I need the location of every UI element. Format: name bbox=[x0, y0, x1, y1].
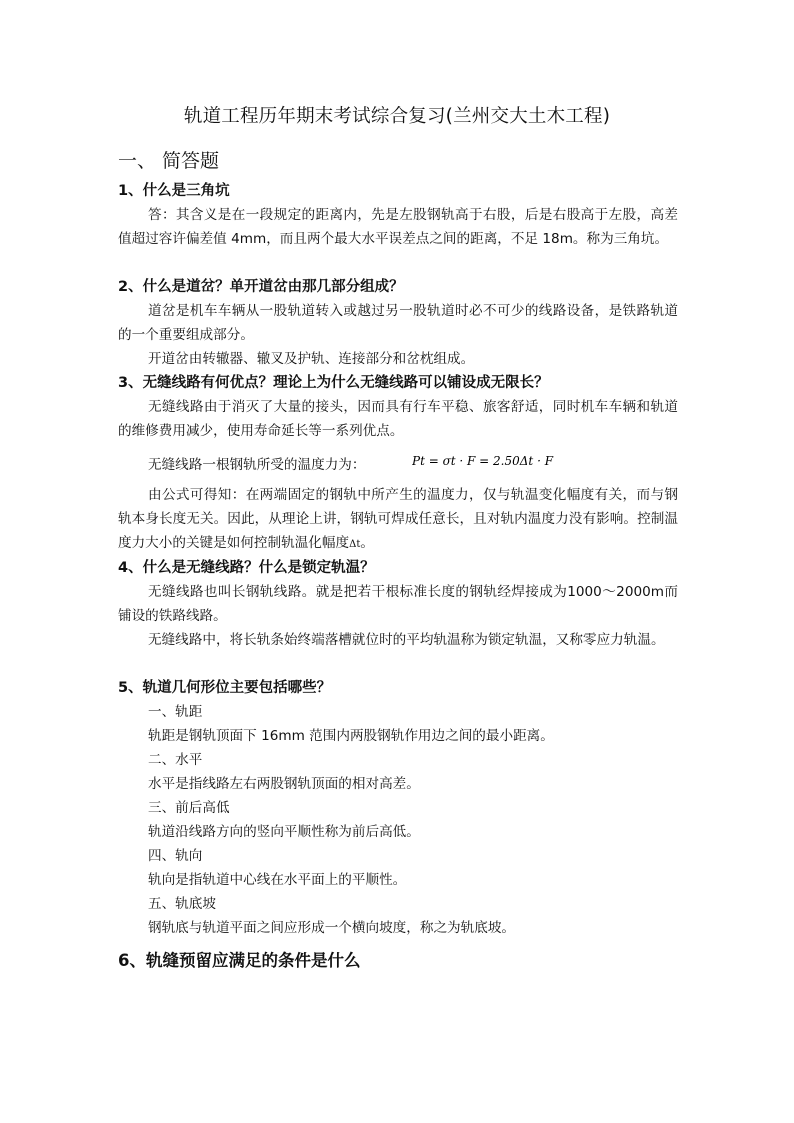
question-3: 3、无缝线路有何优点？理论上为什么无缝线路可以铺设成无限长？ bbox=[118, 375, 549, 391]
answer-4-paragraph-2: 无缝线路中，将长轨条始终端落槽就位时的平均轨温称为锁定轨温，又称零应力轨温。 bbox=[148, 632, 665, 648]
answer-3-paragraph-2 bbox=[118, 483, 678, 557]
question-6: 6、轨缝预留应满足的条件是什么 bbox=[118, 951, 361, 970]
answer-2-paragraph-2: 开道岔由转辙器、辙叉及护轨、连接部分和岔枕组成。 bbox=[148, 351, 475, 367]
geometry-item-heading: 一、轨距 bbox=[148, 704, 203, 720]
answer-3-paragraph-2-text: 由公式可得知：在两端固定的钢轨中所产生的温度力，仅与轨温变化幅度有关，而与钢轨本身长度无关。因此，从理论上讲，钢轨可焊成任意长，且对轨内温度力没有影响。控制温度力大小的关键是如何控制轨温化幅度 bbox=[118, 487, 678, 551]
geometry-item-text: 钢轨底与轨道平面之间应形成一个横向坡度，称之为轨底坡。 bbox=[148, 920, 516, 936]
document-title: 轨道工程历年期末考试综合复习(兰州交大土木工程) bbox=[183, 106, 611, 127]
geometry-item-text: 水平是指线路左右两股钢轨顶面的相对高差。 bbox=[148, 776, 420, 792]
question-5: 5、轨道几何形位主要包括哪些？ bbox=[118, 680, 332, 696]
geometry-item-text: 轨道沿线路方向的竖向平顺性称为前后高低。 bbox=[148, 824, 420, 840]
temperature-force-formula bbox=[412, 450, 562, 472]
answer-3-paragraph-1: 无缝线路由于消灭了大量的接头，因而具有行车平稳、旅客舒适，同时机车车辆和轨道的维修费用减少，使用寿命延长等一系列优点。 bbox=[118, 399, 678, 439]
answer-2-paragraph-1: 道岔是机车车辆从一股轨道转入或越过另一股轨道时必不可少的线路设备，是铁路轨道的一个重要组成部分。 bbox=[118, 303, 678, 343]
geometry-item-heading: 四、轨向 bbox=[148, 848, 203, 864]
geometry-item-heading: 三、前后高低 bbox=[148, 800, 230, 816]
question-2: 2、什么是道岔？单开道岔由那几部分组成？ bbox=[118, 279, 404, 295]
geometry-item-text: 轨向是指轨道中心线在水平面上的平顺性。 bbox=[148, 872, 407, 888]
formula-text: Pt = σt · F = 2.50Δt · F bbox=[412, 454, 554, 468]
geometry-item-text: 轨距是钢轨顶面下 16mm 范围内两股钢轨作用边之间的最小距离。 bbox=[148, 728, 554, 744]
answer-3-paragraph-2-end: 。 bbox=[360, 535, 374, 551]
geometry-item-heading: 五、轨底坡 bbox=[148, 896, 216, 912]
geometry-item-heading: 二、水平 bbox=[148, 752, 203, 768]
section-heading: 一、 简答题 bbox=[118, 150, 220, 172]
delta-t-symbol: Δt bbox=[349, 539, 361, 550]
question-4: 4、什么是无缝线路？什么是锁定轨温？ bbox=[118, 560, 375, 576]
question-1: 1、什么是三角坑 bbox=[118, 183, 230, 199]
answer-3-formula-intro: 无缝线路一根钢轨所受的温度力为： bbox=[148, 457, 366, 473]
answer-1: 答：其含义是在一段规定的距离内，先是左股钢轨高于右股，后是右股高于左股，高差值超过容许偏差值 4mm，而且两个最大水平误差点之间的距离，不足 18m。称为三角坑。 bbox=[118, 207, 678, 247]
answer-4-paragraph-1: 无缝线路也叫长钢轨线路。就是把若干根标准长度的钢轨经焊接成为1000～2000m而铺设的铁路线路。 bbox=[118, 584, 678, 624]
